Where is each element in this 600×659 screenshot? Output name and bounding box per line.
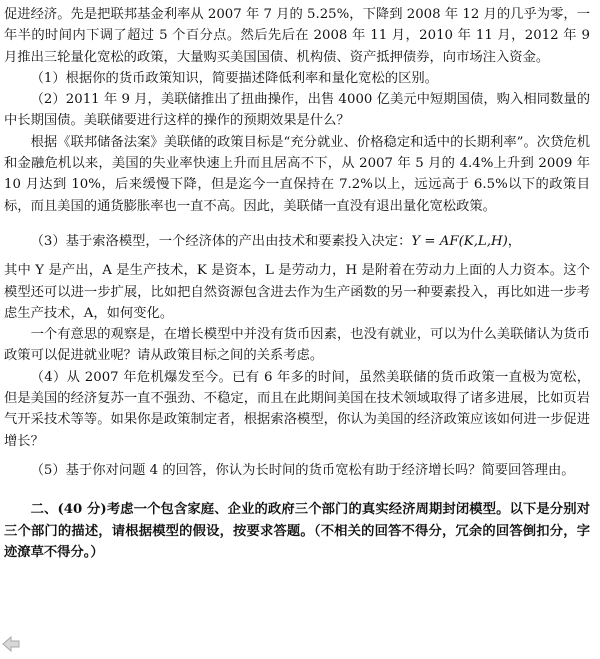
question-2: （2）2011 年 9 月，美联储推出了扭曲操作，出售 4000 亿美元中短期国债，购入相同数量的中长期国债。美联储要进行这样的操作的预期效果是什么？	[4, 92, 590, 129]
observation-paragraph: 一个有意思的观察是，在增长模型中并没有货币因素，也没有就业，可以为什么美联储认为货币政策可以促进就业呢？请从政策目标之间的关系考虑。	[4, 327, 590, 364]
question-3-text: （3）基于索洛模型，一个经济体的产出由技术和要素投入决定：	[30, 233, 412, 249]
back-button[interactable]	[2, 636, 20, 652]
arrow-left-icon	[2, 636, 20, 652]
document-page	[4, 4, 590, 563]
section-2-heading: 二、(40 分)考虑一个包含家庭、企业的政府三个部门的真实经济周期封闭模型。以下是分别对三个部门的描述，请根据模型的假设，按要求答题。（不相关的回答不得分，冗余的回答倒扣分，字迹潦草不得分。）	[4, 502, 590, 560]
question-3-tail: ，	[507, 233, 522, 249]
question-3-lead	[4, 231, 590, 252]
question-1: （1）根据你的货币政策知识，简要描述降低利率和量化宽松的区别。	[30, 70, 438, 86]
intro-paragraph: 促进经济。先是把联邦基金利率从 2007 年 7 月的 5.25%，下降到 2008 年 12 月的几乎为零，一年半的时间内下调了超过 5 个百分点。然后先后在 2008 年 11 月，2010 年 11 月，2012 年 9 月推出三轮量化宽松的政策，大量购买美国国债、机构债、资产抵押债券，向市场注入资金。	[4, 7, 590, 65]
question-5: （5）基于你对问题 4 的回答，你认为长时间的货币宽松有助于经济增长吗？简要回答理由。	[30, 462, 575, 478]
question-4: （4）从 2007 年危机爆发至今。已有 6 年多的时间，虽然美联储的货币政策一直极为宽松，但是美国的经济复苏一直不强劲、不稳定，而且在此期间美国在技术领域取得了诸多进展，比如页岩气开采技术等等。如果你是政策制定者，根据索洛模型，你认为美国的经济政策应该如何进一步促进增长？	[4, 369, 590, 449]
fed-policy-paragraph: 根据《联邦储备法案》美联储的政策目标是“充分就业、价格稳定和适中的长期利率”。次贷危机和金融危机以来，美国的失业率快速上升而且居高不下，从 2007 年 5 月的 4.4%上升到 2009 年 10 月达到 10%，后来缓慢下降，但是迄今一直保持在 7.2%以上，远远高于 6.5%以下的政策目标，而且美国的通货膨胀率也一直不高。因此，美联储一直没有退出量化宽松政策。	[4, 134, 590, 214]
solow-formula: Y = AF(K,L,H)	[411, 233, 508, 249]
question-3-body: 其中 Y 是产出，A 是生产技术，K 是资本，L 是劳动力，H 是附着在劳动力上面的人力资本。这个模型还可以进一步扩展，比如把自然资源包含进去作为生产函数的另一种要素投入，再比如进一步考虑生产技术，A，如何变化。	[4, 263, 590, 321]
